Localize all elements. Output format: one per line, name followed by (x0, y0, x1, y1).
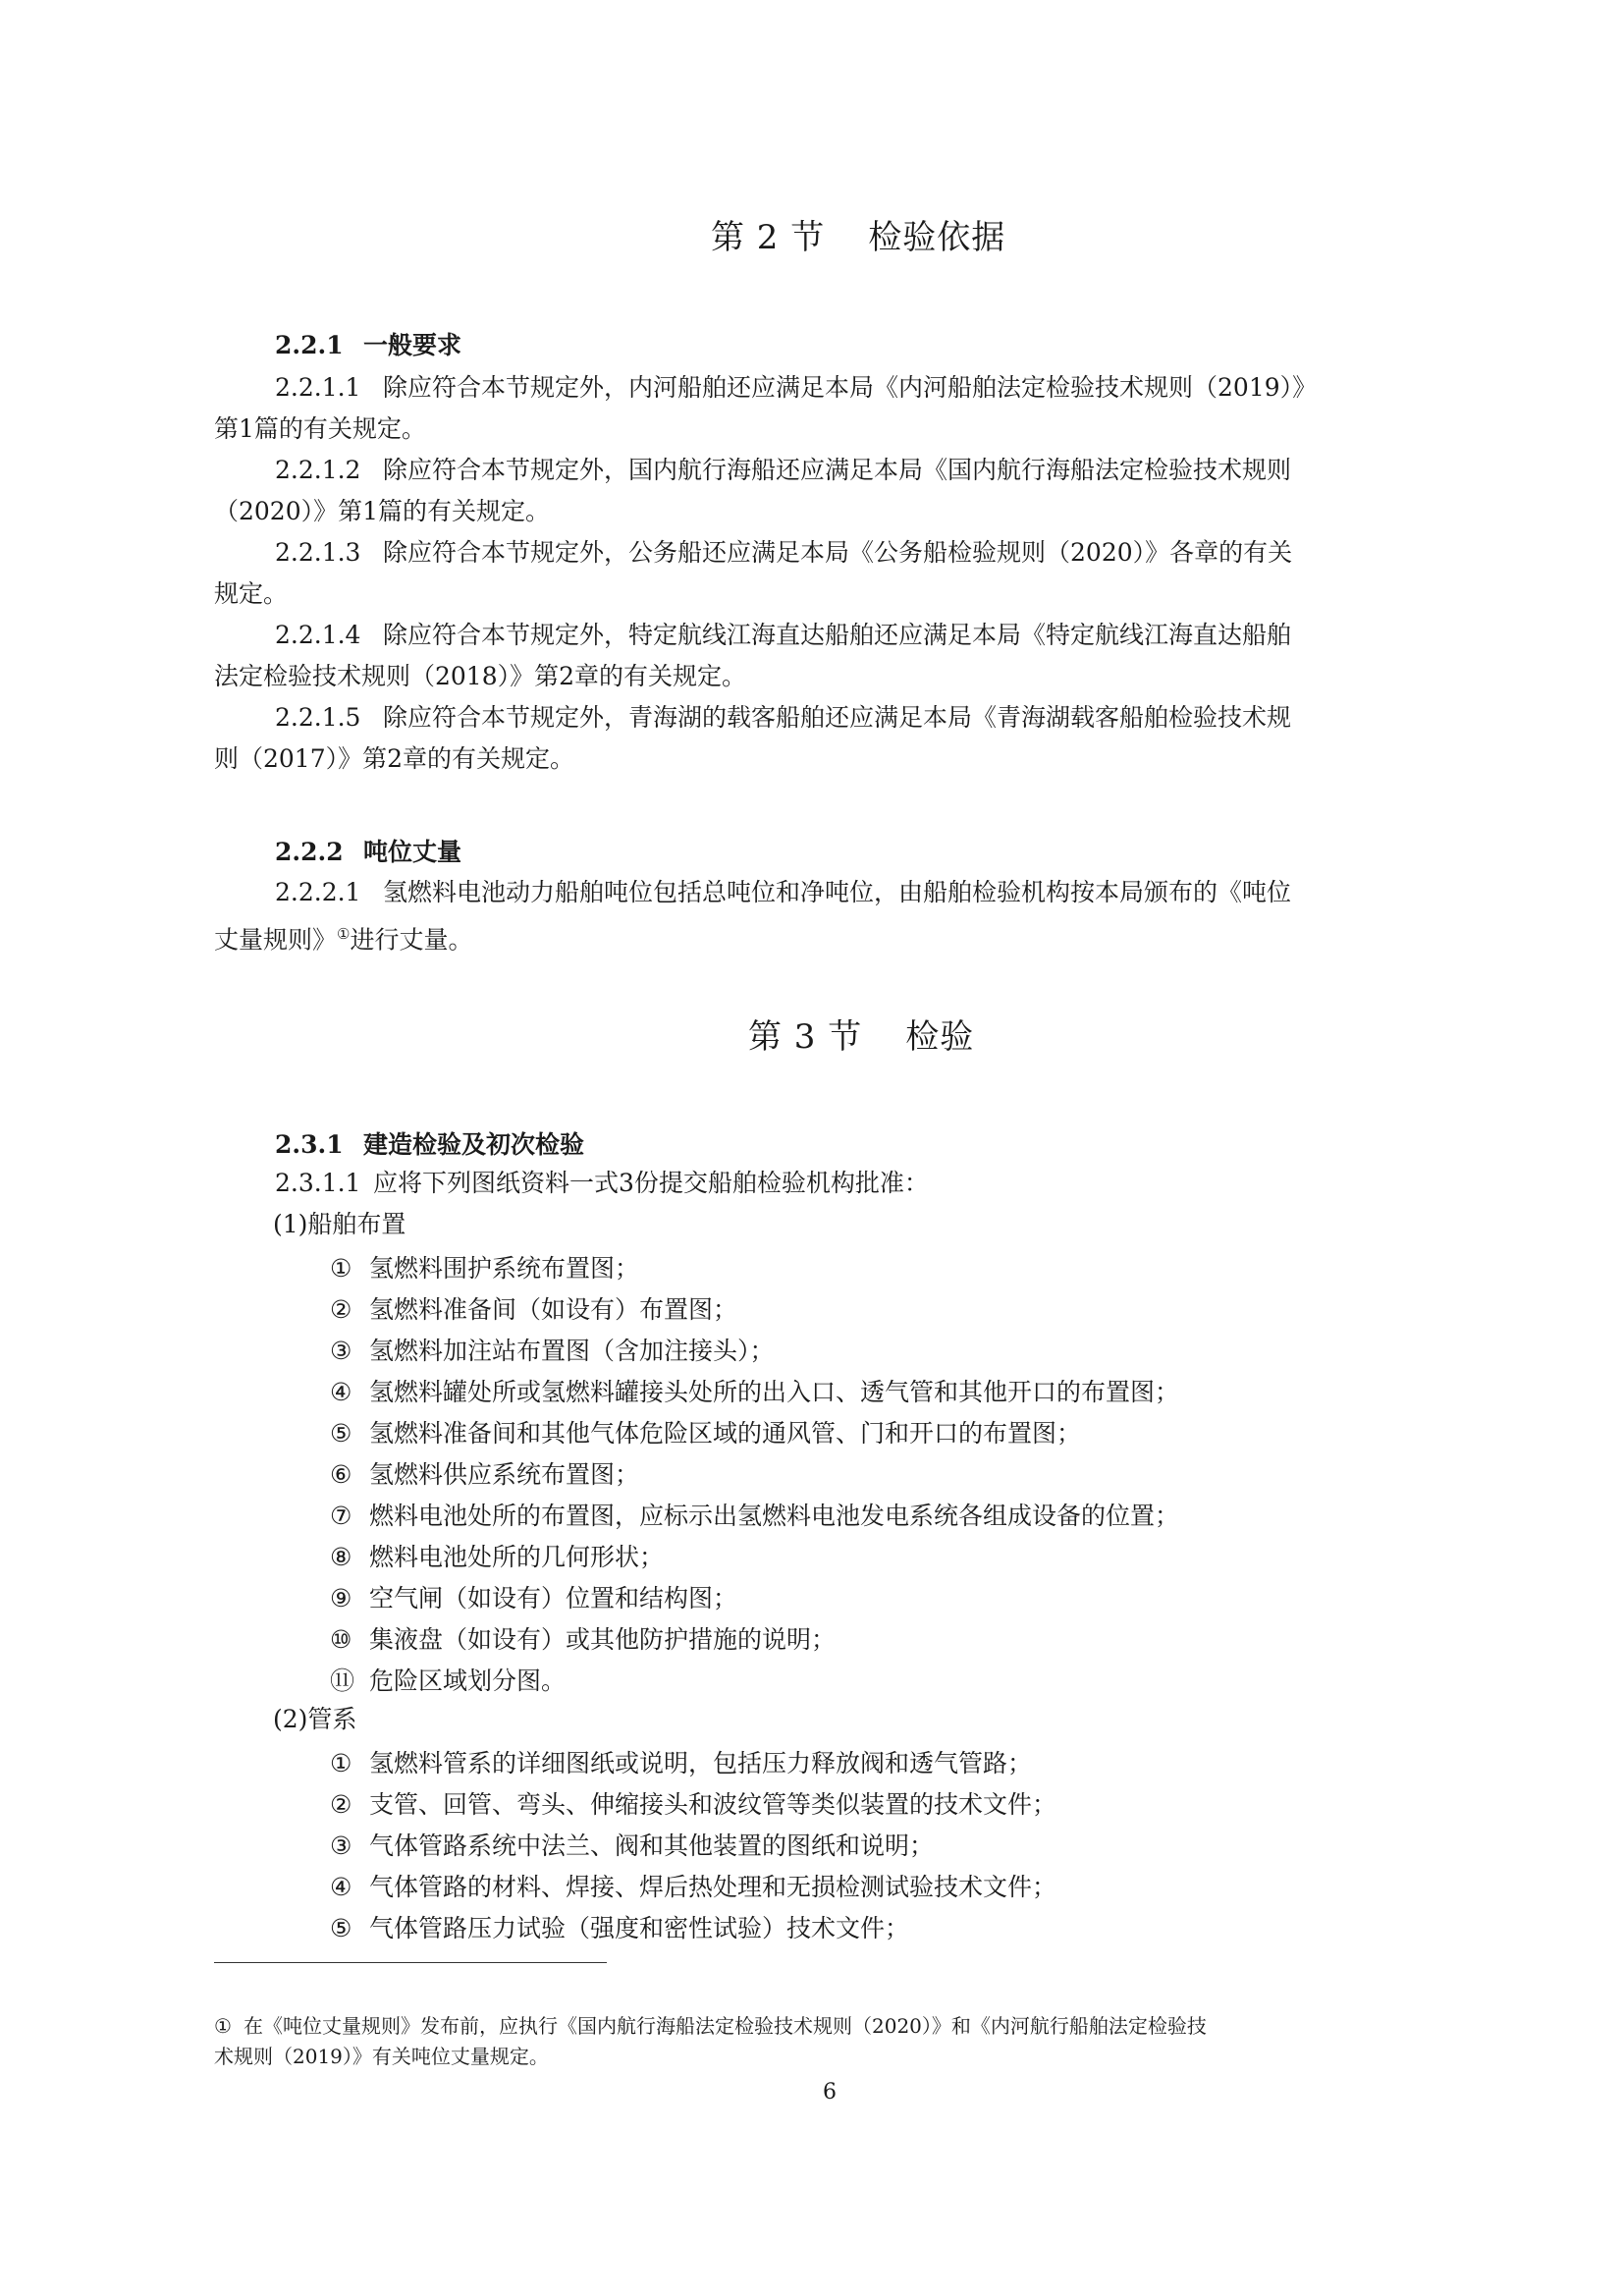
list-item (330, 1827, 934, 1862)
section-2-label: 第 2 节 (711, 218, 826, 257)
para-text: 应将下列图纸资料一式3份提交船舶检验机构批准： (373, 1169, 929, 1197)
para-number: 2.3.1.1 (275, 1169, 361, 1197)
para-2-2-1-1-line2: 第1篇的有关规定。 (214, 414, 426, 443)
para-text: 除应符合本节规定外，内河船舶还应满足本局《内河船舶法定检验技术规则（2019）》 (383, 373, 1318, 402)
para-2-2-1-5-line1 (275, 697, 1291, 738)
item-marker: ⑤ (330, 1419, 352, 1448)
para-2-2-1-4-line2: 法定检验技术规则（2018）》第2章的有关规定。 (214, 662, 747, 690)
subsection-number: 2.3.1 (275, 1130, 344, 1159)
item-text: 氢燃料准备间（如设有）布置图； (369, 1295, 738, 1324)
item-marker: ⑨ (330, 1584, 352, 1613)
para-2-2-1-4-line1 (275, 615, 1291, 656)
item-text: 气体管路压力试验（强度和密性试验）技术文件； (369, 1914, 910, 1942)
item-marker: ⑥ (330, 1460, 352, 1489)
subsection-2-3-1-heading (275, 1125, 584, 1161)
list-item (330, 1538, 664, 1573)
list-item (330, 1455, 639, 1491)
list-item (330, 1332, 775, 1367)
item-text: 氢燃料准备间和其他气体危险区域的通风管、门和开口的布置图； (369, 1419, 1082, 1448)
item-marker: ⑤ (330, 1914, 352, 1942)
para-2-2-1-5-line2: 则（2017）》第2章的有关规定。 (214, 744, 575, 773)
item-text: 氢燃料围护系统布置图； (369, 1254, 640, 1283)
list-item (330, 1497, 1179, 1532)
item-text: 氢燃料罐处所或氢燃料罐接头处所的出入口、透气管和其他开口的布置图； (369, 1378, 1180, 1406)
para-number: 2.2.1.5 (275, 703, 361, 732)
item-marker: ⑪ (330, 1667, 355, 1695)
item-marker: ② (330, 1295, 352, 1324)
para-2-2-1-3-line2: 规定。 (214, 579, 289, 608)
item-text: 支管、回管、弯头、伸缩接头和波纹管等类似装置的技术文件； (369, 1790, 1057, 1819)
item-text: 燃料电池处所的几何形状； (369, 1543, 665, 1571)
section-2-title: 检验依据 (868, 218, 1006, 257)
item-marker: ④ (330, 1378, 352, 1406)
item-marker: ⑧ (330, 1543, 352, 1571)
item-marker: ① (330, 1254, 352, 1283)
para-2-2-2-1-line2 (214, 913, 472, 960)
para-2-2-1-1-line1 (275, 367, 1317, 409)
page-number: 6 (823, 2080, 837, 2105)
section-2-heading (711, 210, 1005, 258)
group-2-title: (2)管系 (273, 1705, 357, 1733)
item-text: 燃料电池处所的布置图，应标示出氢燃料电池发电系统各组成设备的位置； (369, 1502, 1180, 1530)
subsection-2-2-1-heading (275, 326, 461, 361)
list-item (330, 1744, 1032, 1779)
footnote-separator (214, 1962, 607, 1963)
subsection-number: 2.2.1 (275, 331, 344, 359)
item-marker: ⑩ (330, 1625, 352, 1654)
para-text: 进行丈量。 (350, 925, 473, 955)
subsection-title: 一般要求 (363, 331, 462, 359)
item-text: 集液盘（如设有）或其他防护措施的说明； (369, 1625, 837, 1654)
item-marker: ④ (330, 1873, 352, 1901)
footnote-line1 (214, 2011, 1207, 2042)
list-item (330, 1414, 1081, 1449)
list-item (330, 1620, 836, 1656)
item-marker: ⑦ (330, 1502, 352, 1530)
para-text: 除应符合本节规定外，青海湖的载客船舶还应满足本局《青海湖载客船舶检验技术规 (383, 703, 1292, 732)
para-number: 2.2.1.2 (275, 456, 361, 484)
item-text: 气体管路系统中法兰、阀和其他装置的图纸和说明； (369, 1831, 935, 1860)
footnote-line2: 术规则（2019）》有关吨位丈量规定。 (214, 2045, 549, 2068)
footnote-marker: ① (214, 2014, 232, 2038)
group-1-title: (1)船舶布置 (273, 1210, 406, 1238)
para-2-2-1-2-line1 (275, 450, 1291, 491)
section-3-title: 检验 (905, 1017, 975, 1057)
para-2-2-1-3-line1 (275, 532, 1292, 574)
subsection-2-2-2-heading (275, 833, 461, 868)
list-item (330, 1579, 737, 1614)
para-number: 2.2.2.1 (275, 878, 361, 906)
item-text: 危险区域划分图。 (369, 1667, 567, 1695)
item-text: 空气闸（如设有）位置和结构图； (369, 1584, 738, 1613)
list-item (330, 1249, 639, 1285)
para-number: 2.2.1.3 (275, 538, 361, 567)
para-text: 丈量规则》 (214, 925, 338, 955)
para-number: 2.2.1.4 (275, 621, 361, 649)
item-marker: ② (330, 1790, 352, 1819)
list-item (330, 1909, 909, 1944)
item-marker: ③ (330, 1337, 352, 1365)
para-2-3-1-1 (275, 1163, 929, 1204)
subsection-title: 吨位丈量 (363, 838, 462, 866)
list-item (330, 1373, 1179, 1408)
item-text: 氢燃料加注站布置图（含加注接头）； (369, 1337, 775, 1365)
list-item (330, 1785, 1056, 1821)
list-item (330, 1868, 1056, 1903)
footnote-text: 在《吨位丈量规则》发布前，应执行《国内航行海船法定检验技术规则（2020）》和《内河航行船舶法定检验技 (243, 2014, 1207, 2038)
para-text: 除应符合本节规定外，特定航线江海直达船舶还应满足本局《特定航线江海直达船舶 (383, 621, 1292, 649)
list-item (330, 1662, 566, 1697)
para-text: 除应符合本节规定外，公务船还应满足本局《公务船检验规则（2020）》各章的有关 (383, 538, 1293, 567)
para-text: 除应符合本节规定外，国内航行海船还应满足本局《国内航行海船法定检验技术规则 (383, 456, 1292, 484)
para-text: 氢燃料电池动力船舶吨位包括总吨位和净吨位，由船舶检验机构按本局颁布的《吨位 (383, 878, 1292, 906)
section-3-heading (748, 1010, 974, 1058)
para-2-2-1-2-line2: （2020）》第1篇的有关规定。 (214, 497, 551, 525)
item-text: 氢燃料管系的详细图纸或说明，包括压力释放阀和透气管路； (369, 1749, 1033, 1777)
para-2-2-2-1-line1 (275, 872, 1291, 913)
footnote-reference[interactable]: ① (337, 925, 351, 943)
item-marker: ① (330, 1749, 352, 1777)
list-item (330, 1290, 737, 1326)
item-text: 氢燃料供应系统布置图； (369, 1460, 640, 1489)
para-number: 2.2.1.1 (275, 373, 361, 402)
subsection-number: 2.2.2 (275, 838, 344, 866)
section-3-label: 第 3 节 (748, 1017, 863, 1057)
item-marker: ③ (330, 1831, 352, 1860)
subsection-title: 建造检验及初次检验 (363, 1130, 585, 1159)
item-text: 气体管路的材料、焊接、焊后热处理和无损检测试验技术文件； (369, 1873, 1057, 1901)
